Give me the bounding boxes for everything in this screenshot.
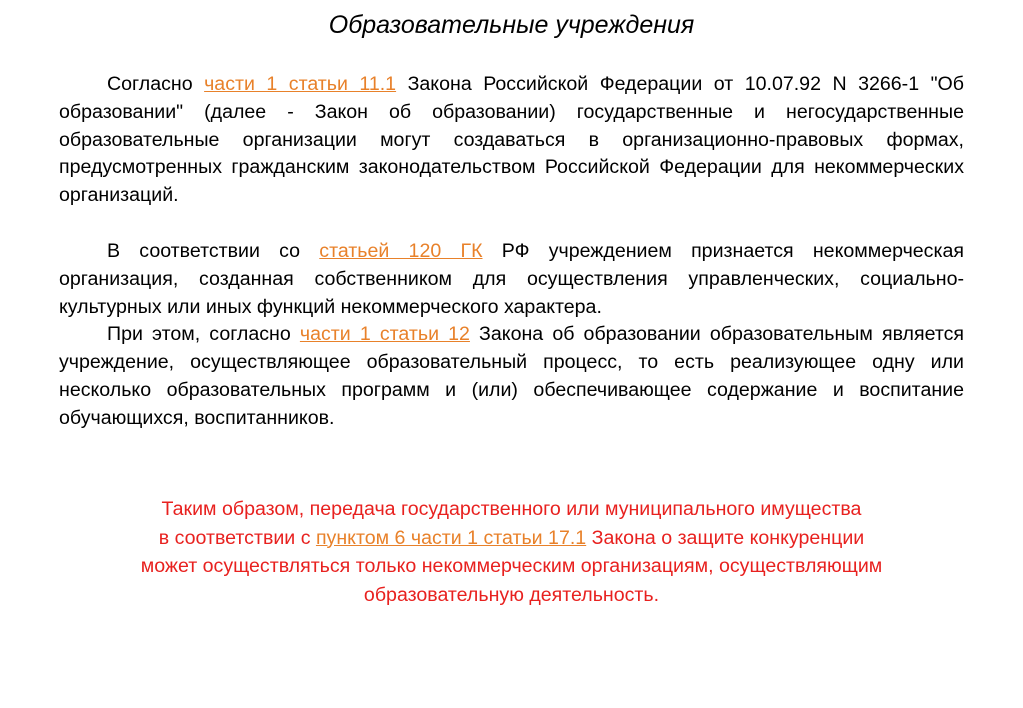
- conclusion-line-3: может осуществляться только некоммерческим организациям, осуществляющим: [140, 555, 883, 577]
- conclusion-line-1: Таким образом, передача государственного или муниципального имущества: [161, 498, 862, 520]
- conclusion-line-4: образовательную деятельность.: [363, 583, 660, 606]
- paragraph-2: [59, 238, 964, 321]
- conclusion-line-2: [59, 524, 964, 553]
- conclusion-text-after: Закона о защите конкуренции: [586, 526, 865, 549]
- link-part-1-article-11-1[interactable]: части 1 статьи 11.1: [204, 73, 397, 95]
- conclusion-text-before: в соответствии с: [158, 526, 316, 549]
- link-article-120-gk[interactable]: статьей 120 ГК: [319, 239, 483, 262]
- paragraph-1-text-after: Закона Российской Федерации от 10.07.92 N 3266-1 "Об образовании" (далее - Закон об образовании) государственные и негосударственные образовательные организации могут создаваться в организационно-правовых формах, предусмотренных гражданским законодательством Российской Федерации для некоммерческих организаций.: [59, 73, 964, 207]
- paragraph-3-text-before: При этом, согласно: [107, 323, 300, 346]
- link-point-6-part-1-article-17-1[interactable]: пунктом 6 части 1 статьи 17.1: [315, 526, 587, 549]
- body-text: [59, 71, 964, 433]
- conclusion: [59, 495, 964, 609]
- link-part-1-article-12[interactable]: части 1 статьи 12: [299, 323, 470, 346]
- paragraph-2-text-before: В соответствии со: [107, 239, 320, 262]
- paragraph-3: [59, 321, 964, 432]
- paragraph-2-text-after: РФ учреждением признается некоммерческая организация, созданная собственником для осуществления управленческих, социально-культурных или иных функций некоммерческого характера.: [59, 239, 964, 318]
- page-title: Образовательные учреждения: [328, 11, 695, 39]
- paragraph-1: [59, 71, 964, 210]
- paragraph-3-text-after: Закона об образовании образовательным является учреждение, осуществляющее образовательный процесс, то есть реализующее одну или несколько образовательных программ и (или) обеспечивающее содержание и воспитание обучающихся, воспитанников.: [59, 323, 964, 429]
- paragraph-1-text-before: Согласно: [107, 73, 205, 95]
